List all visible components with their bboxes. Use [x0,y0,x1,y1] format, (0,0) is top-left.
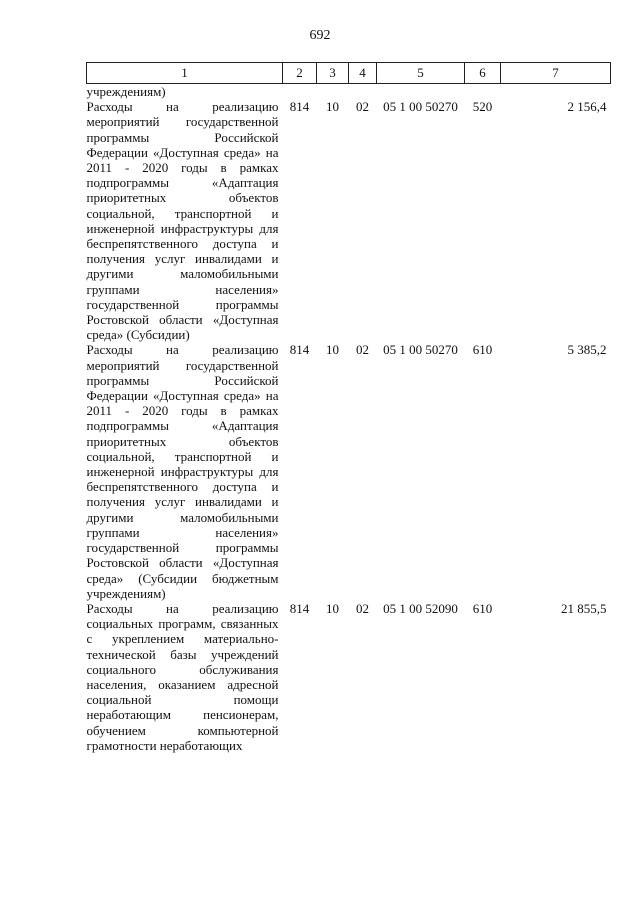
row-section-code: 10 [326,99,339,115]
column-header-4: 4 [349,63,377,84]
row-subsection-code: 02 [356,600,369,616]
row-description: Расходы на реализацию мероприятий государственной программы Российской Федерации «Доступная среда» на 2011 - 2020 годы в рамках подпрограммы «Адаптация приоритетных объектов социальной, транспортной и инженерной инфраструктуры для беспрепятственного доступа и получения услуг инвалидами и другими маломобильными группами населения» государственной программы Ростовской области «Доступная среда» (Субсидии бюджетным учреждениям) [86,342,279,601]
row-subsection-code: 02 [356,342,369,358]
column-header-7: 7 [501,63,611,84]
row-target-article: 05 1 00 50270 [383,342,458,358]
row-ministry-code: 814 [289,99,310,115]
column-header-6: 6 [465,63,501,84]
page-number: 692 [309,28,331,43]
budget-table [86,62,611,753]
row-amount: 2 156,4 [567,99,607,115]
column-header-1: 1 [87,63,283,84]
row-amount: 21 855,5 [561,600,607,616]
row-section-code: 10 [326,342,339,358]
row-subsection-code: 02 [356,99,369,115]
row-amount: 5 385,2 [567,342,607,358]
column-header-5: 5 [377,63,465,84]
row-description: Расходы на реализацию социальных программ, связанных с укреплением материально-технической базы учреждений социального обслуживания населения, оказанием адресной социальной помощи неработающим пенсионерам, обучением компьютерной грамотности неработающих [86,600,279,753]
row-target-article: 05 1 00 50270 [383,99,458,115]
row-expense-type: 610 [472,342,493,358]
continuation-row [87,84,611,100]
table-row [87,99,611,342]
row-expense-type: 610 [472,600,493,616]
row-section-code: 10 [326,600,339,616]
table-row [87,342,611,600]
row-description: Расходы на реализацию мероприятий государственной программы Российской Федерации «Доступная среда» на 2011 - 2020 годы в рамках подпрограммы «Адаптация приоритетных объектов социальной, транспортной и инженерной инфраструктуры для беспрепятственного доступа и получения услуг инвалидами и другими маломобильными группами населения» государственной программы Ростовской области «Доступная среда» (Субсидии) [86,99,279,343]
row-ministry-code: 814 [289,342,310,358]
table-header-row [87,63,611,84]
column-header-3: 3 [317,63,349,84]
column-header-2: 2 [283,63,317,84]
continuation-text: учреждениям) [86,84,166,99]
row-expense-type: 520 [472,99,493,115]
row-ministry-code: 814 [289,600,310,616]
row-target-article: 05 1 00 52090 [383,600,458,616]
table-row [87,601,611,753]
